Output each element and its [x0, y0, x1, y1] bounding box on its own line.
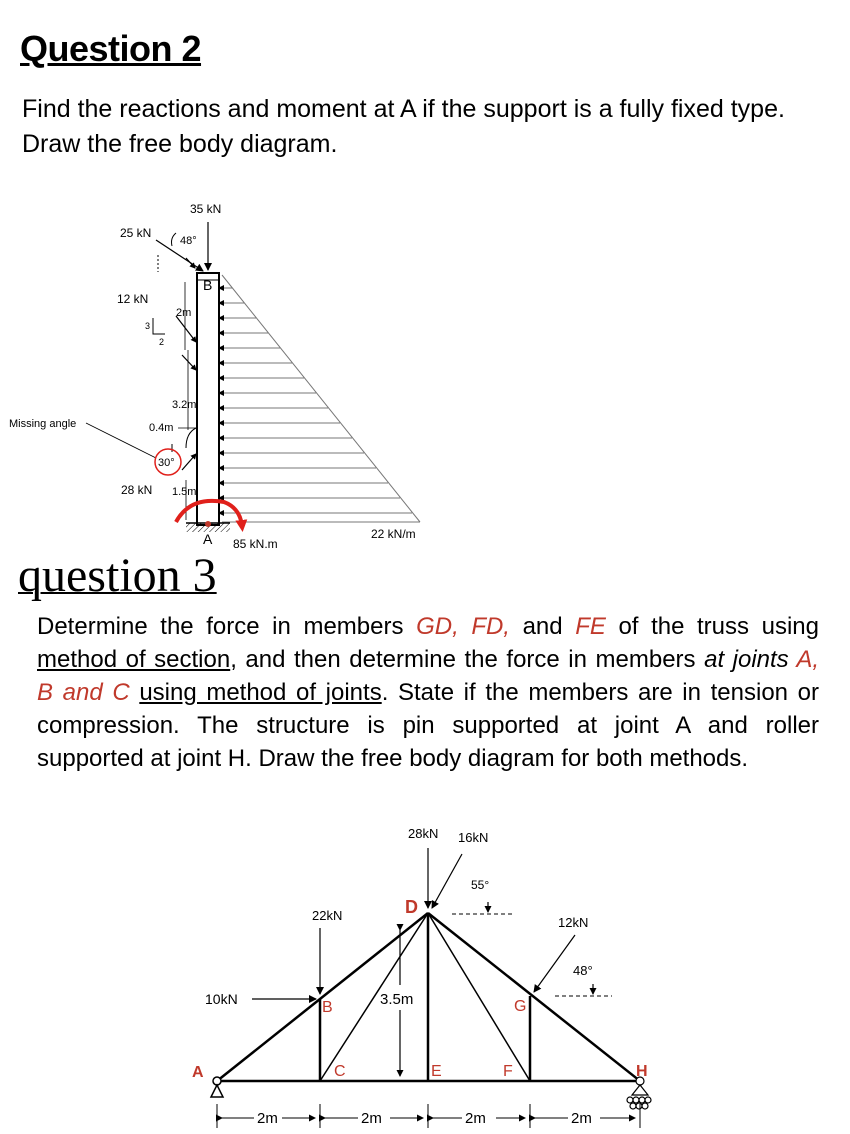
joint-h-label: H: [636, 1063, 648, 1080]
force-35kn-label: 35 kN: [190, 202, 222, 216]
joint-c-label: C: [334, 1063, 346, 1080]
pin-support-a: [211, 1077, 223, 1097]
force-25kn-label: 25 kN: [120, 226, 152, 240]
moment-85-label: 85 kN.m: [233, 537, 278, 551]
force-12kn-label: 12 kN: [117, 292, 149, 306]
force-28kn-label: 28 kN: [121, 483, 153, 497]
q3-joints-a-b: A, B: [37, 646, 820, 706]
angle-55-label: 55°: [471, 878, 490, 892]
q3-members-gd-fd: GD, FD,: [416, 613, 510, 640]
joint-e-label: E: [431, 1063, 442, 1080]
joint-g-label: G: [514, 998, 527, 1015]
span-1-label: 2m: [257, 1110, 278, 1127]
dim-1-5m-label: 1.5m: [172, 486, 197, 498]
truss-members: [217, 913, 640, 1081]
joint-f-label: F: [503, 1063, 513, 1080]
force-12kn-arrow: [534, 935, 575, 992]
force-28kn-label: 28kN: [408, 826, 439, 841]
joint-d-label: D: [405, 897, 418, 917]
span-2-label: 2m: [361, 1110, 382, 1127]
angle-48-label: 48°: [180, 235, 197, 247]
force-22kn-label: 22kN: [312, 908, 343, 923]
question-3-title: question 3: [18, 549, 217, 602]
question-2-line-1: Find the reactions and moment at A if the support is a fully fixed type.: [22, 95, 785, 123]
height-3-5m-label: 3.5m: [380, 991, 414, 1008]
q3-part-3: of the truss using: [605, 613, 819, 640]
joint-a-label: A: [203, 531, 213, 547]
load-22-label: 22 kN/m: [371, 527, 416, 541]
q3-method-of-joints: using method of joints: [139, 679, 382, 706]
force-16kn-label: 16kN: [458, 830, 489, 845]
missing-angle-label: Missing angle: [9, 418, 77, 430]
dim-0-4m-label: 0.4m: [149, 422, 174, 434]
joint-a-label: A: [192, 1064, 204, 1081]
dim-3-2m-label: 3.2m: [172, 399, 197, 411]
question-2-title: Question 2: [20, 28, 202, 69]
force-12kn-label: 12kN: [558, 915, 589, 930]
dim-2m-label: 2m: [176, 307, 192, 319]
angle-30-label: 30°: [158, 457, 175, 469]
force-10kn-label: 10kN: [205, 991, 238, 1007]
slope-2-label: 2: [159, 337, 165, 347]
q3-joint-c: and C: [62, 679, 130, 706]
force-16kn-arrow: [432, 854, 462, 908]
q3-part-1: Determine the force in members: [37, 613, 417, 640]
joint-b-label: B: [203, 277, 213, 293]
joint-b-label: B: [322, 999, 333, 1016]
span-3-label: 2m: [465, 1110, 486, 1127]
q3-part-7: . State if the members are in tension or compression. The structure is pin supported at joint A and roller supported at joint H. Draw the free body diagram for both methods.: [37, 679, 819, 772]
question-2-line-2: Draw the free body diagram.: [22, 130, 338, 158]
span-4-label: 2m: [571, 1110, 592, 1127]
angle-48-label: 48°: [573, 963, 593, 978]
q3-at-joints: at joints: [704, 646, 789, 673]
q3-part-2: and: [509, 613, 576, 640]
q3-member-fe: FE: [575, 613, 606, 640]
slope-3-label: 3: [145, 321, 151, 331]
q3-method-of-section: method of section: [37, 646, 231, 673]
q3-part-4: , and then determine the force in members: [230, 646, 705, 673]
